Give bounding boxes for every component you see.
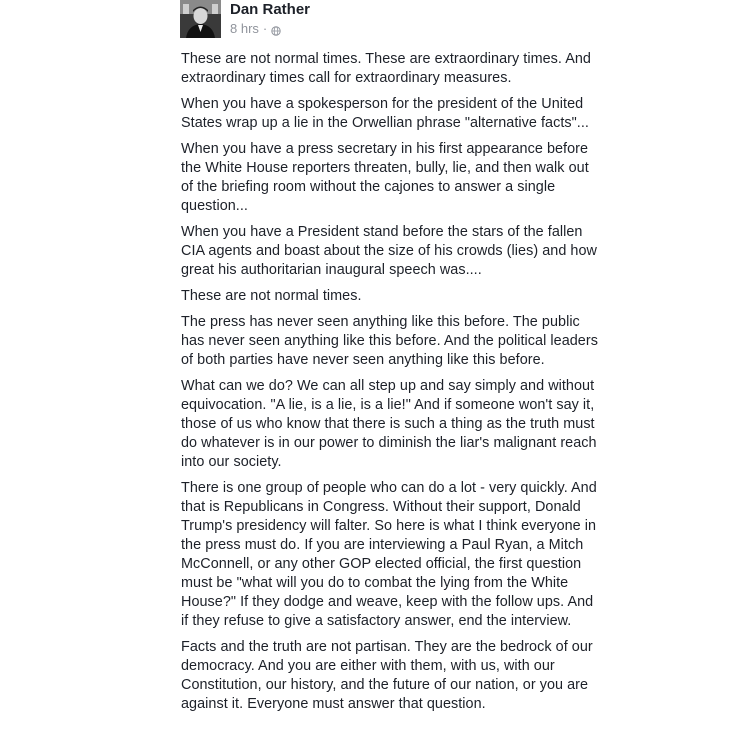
paragraph: Facts and the truth are not partisan. They are the bedrock of our democracy. And you are either with them, with us, with our Constitution, our history, and the future of our nation, or you are against it. Everyone must answer that question. [181,639,593,712]
paragraph: What can we do? We can all step up and say simply and without equivocation. "A lie, is a lie, is a lie!" And if someone won't say it, those of us who know that there is such a thing as the truth must do whatever is in our power to diminish the liar's malignant reach into our society. [181,378,597,470]
author-avatar[interactable] [180,0,221,38]
globe-icon[interactable] [271,24,281,34]
paragraph: These are not normal times. These are extraordinary times. And extraordinary times call for extraordinary measures. [181,51,591,86]
meta-separator: · [262,21,268,36]
paragraph: These are not normal times. [181,288,362,304]
author-name[interactable]: Dan Rather [230,1,311,18]
paragraph: When you have a President stand before the stars of the fallen CIA agents and boast about the size of his crowds (lies) and how great his authoritarian inaugural speech was.... [181,224,597,278]
paragraph: When you have a press secretary in his first appearance before the White House reporters threaten, bully, lie, and then walk out of the briefing room without the cajones to answer a single question... [181,141,589,214]
paragraph: When you have a spokesperson for the president of the United States wrap up a lie in the Orwellian phrase "alternative facts"... [181,96,589,131]
paragraph: There is one group of people who can do a lot - very quickly. And that is Republicans in Congress. Without their support, Donald Trump's presidency will falter. So here is what I think everyone in the press must do. If you are interviewing a Paul Ryan, a Mitch McConnell, or any other GOP elected official, the first question must be "what will you do to combat the lying from the White House?" If they dodge and weave, keep with the follow ups. And if they refuse to give a satisfactory answer, end the interview. [181,480,597,629]
paragraph: The press has never seen anything like this before. The public has never seen anything like this before. And the political leaders of both parties have never seen anything like this before. [181,314,598,368]
post-meta [230,21,281,36]
post-timestamp[interactable]: 8 hrs [230,21,259,36]
profile-photo [180,0,221,38]
post-body [181,50,601,721]
